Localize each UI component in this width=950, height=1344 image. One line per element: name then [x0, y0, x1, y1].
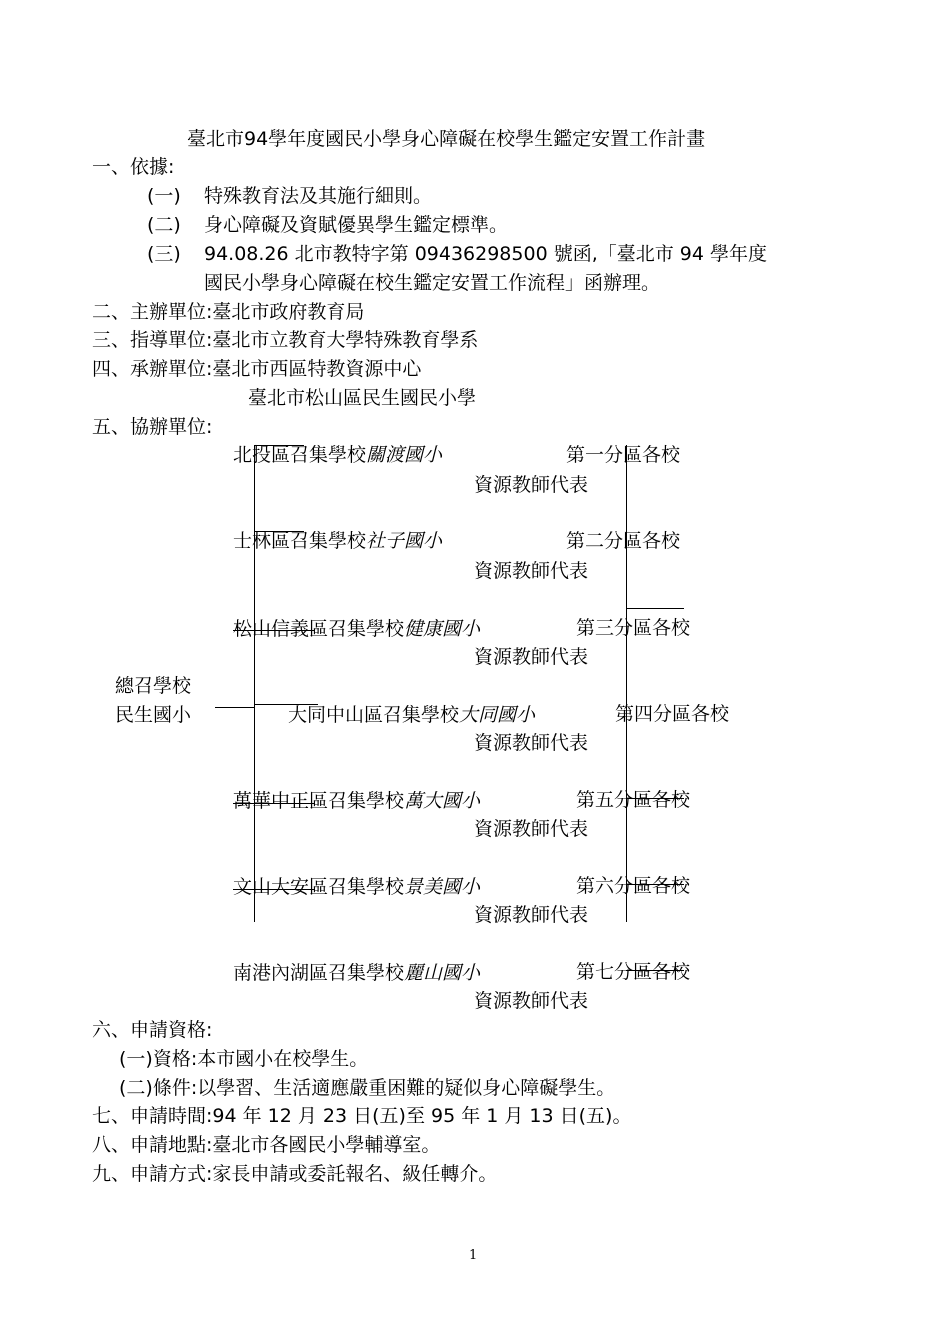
- section-7-application-time: 七、申請時間:94 年 12 月 23 日(五)至 95 年 1 月 13 日(五)。: [92, 1105, 632, 1127]
- district-4-convener: 大同中山區召集學校大同國小: [288, 704, 536, 726]
- district-4-zone: 第四分區各校: [615, 703, 730, 725]
- section-3-guidance-unit: 三、指導單位:臺北市立教育大學特殊教育學系: [92, 329, 479, 351]
- district-1-zone: 第一分區各校: [566, 444, 681, 466]
- section-1-item-3-text: 94.08.26 北市教特字第 09436298500 號函,「臺北市 94 學年度: [204, 243, 767, 265]
- district-4-rep: 資源教師代表: [474, 732, 589, 754]
- section-1-item-2-num: (二): [147, 214, 181, 236]
- section-4-organizer-unit: 四、承辦單位:臺北市西區特教資源中心: [92, 358, 422, 380]
- section-6-heading: 六、申請資格:: [92, 1019, 213, 1041]
- document-title: 臺北市94學年度國民小學身心障礙在校學生鑑定安置工作計畫: [187, 128, 706, 150]
- section-1-item-2-text: 身心障礙及資賦優異學生鑑定標準。: [204, 214, 509, 236]
- section-1-item-3-num: (三): [147, 243, 181, 265]
- district-3-rep: 資源教師代表: [474, 646, 589, 668]
- right-vertical-line: [626, 445, 627, 922]
- section-5-heading: 五、協辦單位:: [92, 416, 213, 438]
- district-3-convener: 松山信義區召集學校健康國小: [233, 618, 481, 640]
- district-5-rep: 資源教師代表: [474, 818, 589, 840]
- district-5-zone: 第五分區各校: [576, 789, 691, 811]
- district-7-school: 麗山國小: [404, 962, 481, 984]
- district-3-school: 健康國小: [404, 618, 481, 640]
- district-7-zone: 第七分區各校: [576, 961, 691, 983]
- district-1-rep: 資源教師代表: [474, 474, 589, 496]
- district-1-convener: 北投區召集學校關渡國小: [233, 444, 443, 466]
- section-8-application-place: 八、申請地點:臺北市各國民小學輔導室。: [92, 1134, 441, 1156]
- district-5-school: 萬大國小: [404, 790, 481, 812]
- left-vertical-line: [254, 445, 255, 922]
- section-1-item-1-num: (一): [147, 185, 181, 207]
- section-4-organizer-unit-2: 臺北市松山區民生國民小學: [248, 387, 477, 409]
- district-4-school: 大同國小: [459, 704, 536, 726]
- chief-school-name: 民生國小: [115, 704, 192, 726]
- district-6-school: 景美國小: [404, 876, 481, 898]
- page-number: 1: [469, 1248, 478, 1263]
- district-2-rep: 資源教師代表: [474, 560, 589, 582]
- district-5-convener: 萬華中正區召集學校萬大國小: [233, 790, 481, 812]
- chief-connector-line: [215, 707, 255, 708]
- section-1-item-1-text: 特殊教育法及其施行細則。: [204, 185, 433, 207]
- section-9-application-method: 九、申請方式:家長申請或委託報名、級任轉介。: [92, 1163, 498, 1185]
- district-2-school: 社子國小: [366, 530, 443, 552]
- district-7-rep: 資源教師代表: [474, 990, 589, 1012]
- chief-school-label: 總召學校: [115, 675, 192, 697]
- district-6-rep: 資源教師代表: [474, 904, 589, 926]
- section-1-heading: 一、依據:: [92, 156, 175, 178]
- district-7-convener: 南港內湖區召集學校麗山國小: [233, 962, 481, 984]
- district-2-convener: 士林區召集學校社子國小: [233, 530, 443, 552]
- section-6-condition: (二)條件:以學習、生活適應嚴重困難的疑似身心障礙學生。: [119, 1077, 616, 1099]
- section-6-qualification: (一)資格:本市國小在校學生。: [119, 1048, 369, 1070]
- district-6-zone: 第六分區各校: [576, 875, 691, 897]
- district-3-branch-right: [626, 608, 684, 609]
- district-1-school: 關渡國小: [366, 444, 443, 466]
- district-6-convener: 文山大安區召集學校景美國小: [233, 876, 481, 898]
- section-1-item-3-text-cont: 國民小學身心障礙在校生鑑定安置工作流程」函辦理。: [204, 272, 661, 294]
- district-3-zone: 第三分區各校: [576, 617, 691, 639]
- section-2-host-unit: 二、主辦單位:臺北市政府教育局: [92, 301, 365, 323]
- district-2-zone: 第二分區各校: [566, 530, 681, 552]
